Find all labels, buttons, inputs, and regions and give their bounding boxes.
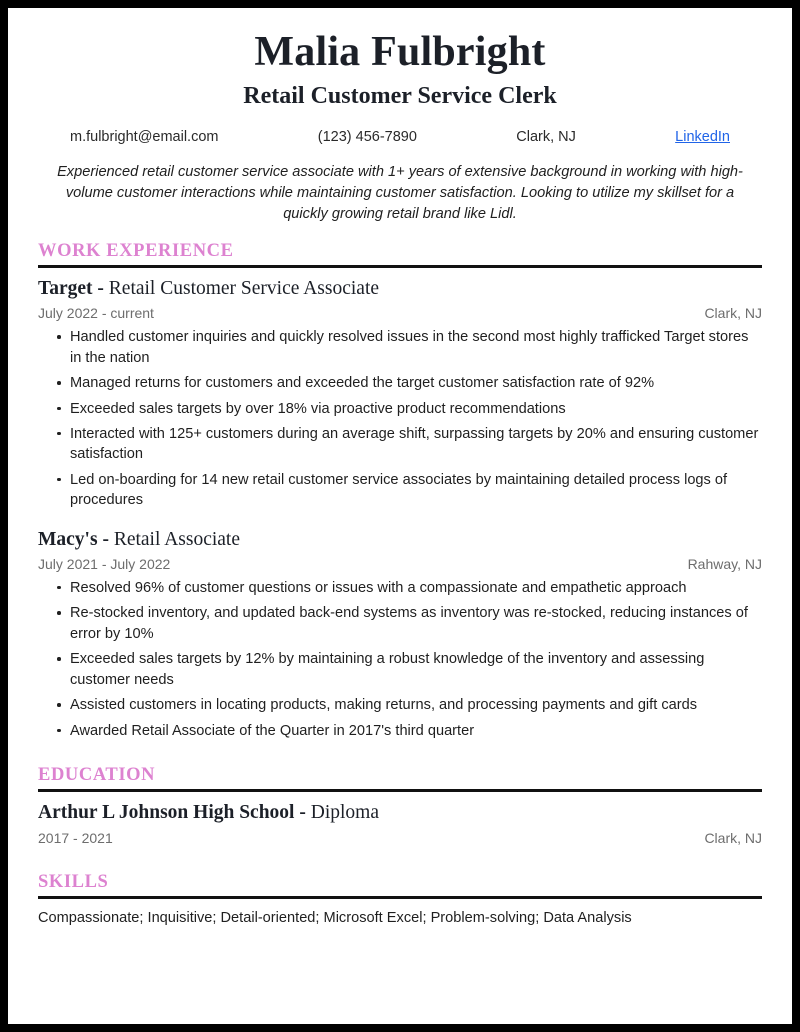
contact-row — [70, 129, 730, 145]
education-entry-meta — [38, 830, 762, 846]
section-title-education: EDUCATION — [38, 764, 156, 785]
work-entry-dates: July 2022 - current — [38, 305, 154, 322]
list-item: Interacted with 125+ customers during an average shift, surpassing targets by 20% and ensuring customer satisfaction — [38, 424, 762, 465]
list-item: Resolved 96% of customer questions or issues with a compassionate and empathetic approach — [38, 578, 762, 598]
list-item: Managed returns for customers and exceeded the target customer satisfaction rate of 92% — [38, 373, 762, 393]
education-entry-degree: Diploma — [310, 802, 379, 824]
section-work-experience — [38, 241, 762, 741]
work-entry — [38, 277, 762, 511]
job-headline: Retail Customer Service Clerk — [243, 83, 557, 110]
work-entry-location: Rahway, NJ — [687, 555, 762, 572]
work-entry-bullets — [38, 578, 762, 741]
education-entry-dates: 2017 - 2021 — [38, 829, 113, 846]
section-title-work-experience: WORK EXPERIENCE — [38, 240, 234, 261]
section-title-skills: SKILLS — [38, 871, 109, 892]
contact-email[interactable]: m.fulbright@email.com — [70, 129, 219, 146]
work-entry-meta — [38, 556, 762, 572]
list-item: Exceeded sales targets by 12% by maintaining a robust knowledge of the inventory and assessing customer needs — [38, 649, 762, 690]
education-entry — [38, 801, 762, 845]
education-entry-school: Arthur L Johnson High School — [38, 802, 295, 824]
work-entry-meta — [38, 305, 762, 321]
education-entry-heading — [38, 801, 762, 825]
work-entry-heading — [38, 277, 762, 301]
education-entry-location: Clark, NJ — [704, 829, 762, 846]
work-entry-role: Retail Associate — [113, 528, 241, 550]
resume-document — [8, 8, 792, 1024]
contact-linkedin-link[interactable]: LinkedIn — [675, 129, 730, 146]
work-entry-dates: July 2021 - July 2022 — [38, 555, 171, 572]
list-item: Exceeded sales targets by over 18% via proactive product recommendations — [38, 399, 762, 419]
professional-summary: Experienced retail customer service associate with 1+ years of extensive background in working with high-volume customer interactions while maintaining customer satisfaction. Looking to utilize my skillset for a quickly growing retail brand like Lidl. — [57, 164, 743, 222]
page-title: Malia Fulbright — [254, 29, 546, 75]
work-entry-location: Clark, NJ — [704, 305, 762, 322]
work-entry-company: Target — [38, 277, 93, 299]
section-skills — [38, 872, 762, 929]
list-item: Led on-boarding for 14 new retail customer service associates by maintaining detailed process logs of procedures — [38, 470, 762, 511]
list-item: Awarded Retail Associate of the Quarter in 2017's third quarter — [38, 721, 762, 741]
skills-list: Compassionate; Inquisitive; Detail-oriented; Microsoft Excel; Problem-solving; Data Analysis — [38, 910, 632, 926]
contact-phone[interactable]: (123) 456-7890 — [317, 129, 417, 146]
work-entry-role: Retail Customer Service Associate — [108, 277, 380, 299]
section-divider — [38, 265, 762, 268]
work-entry-heading — [38, 528, 762, 552]
work-entry-company: Macy's — [38, 528, 98, 550]
entry-separator: - — [97, 277, 104, 299]
section-education — [38, 765, 762, 846]
entry-separator: - — [299, 802, 306, 824]
entry-separator: - — [102, 528, 109, 550]
contact-location: Clark, NJ — [516, 129, 576, 146]
work-entry-bullets — [38, 327, 762, 510]
section-divider — [38, 896, 762, 899]
work-entry — [38, 528, 762, 741]
list-item: Assisted customers in locating products, making returns, and processing payments and gift cards — [38, 695, 762, 715]
section-divider — [38, 789, 762, 792]
list-item: Handled customer inquiries and quickly resolved issues in the second most highly trafficked Target stores in the nation — [38, 327, 762, 368]
list-item: Re-stocked inventory, and updated back-end systems as inventory was re-stocked, reducing instances of error by 10% — [38, 603, 762, 644]
